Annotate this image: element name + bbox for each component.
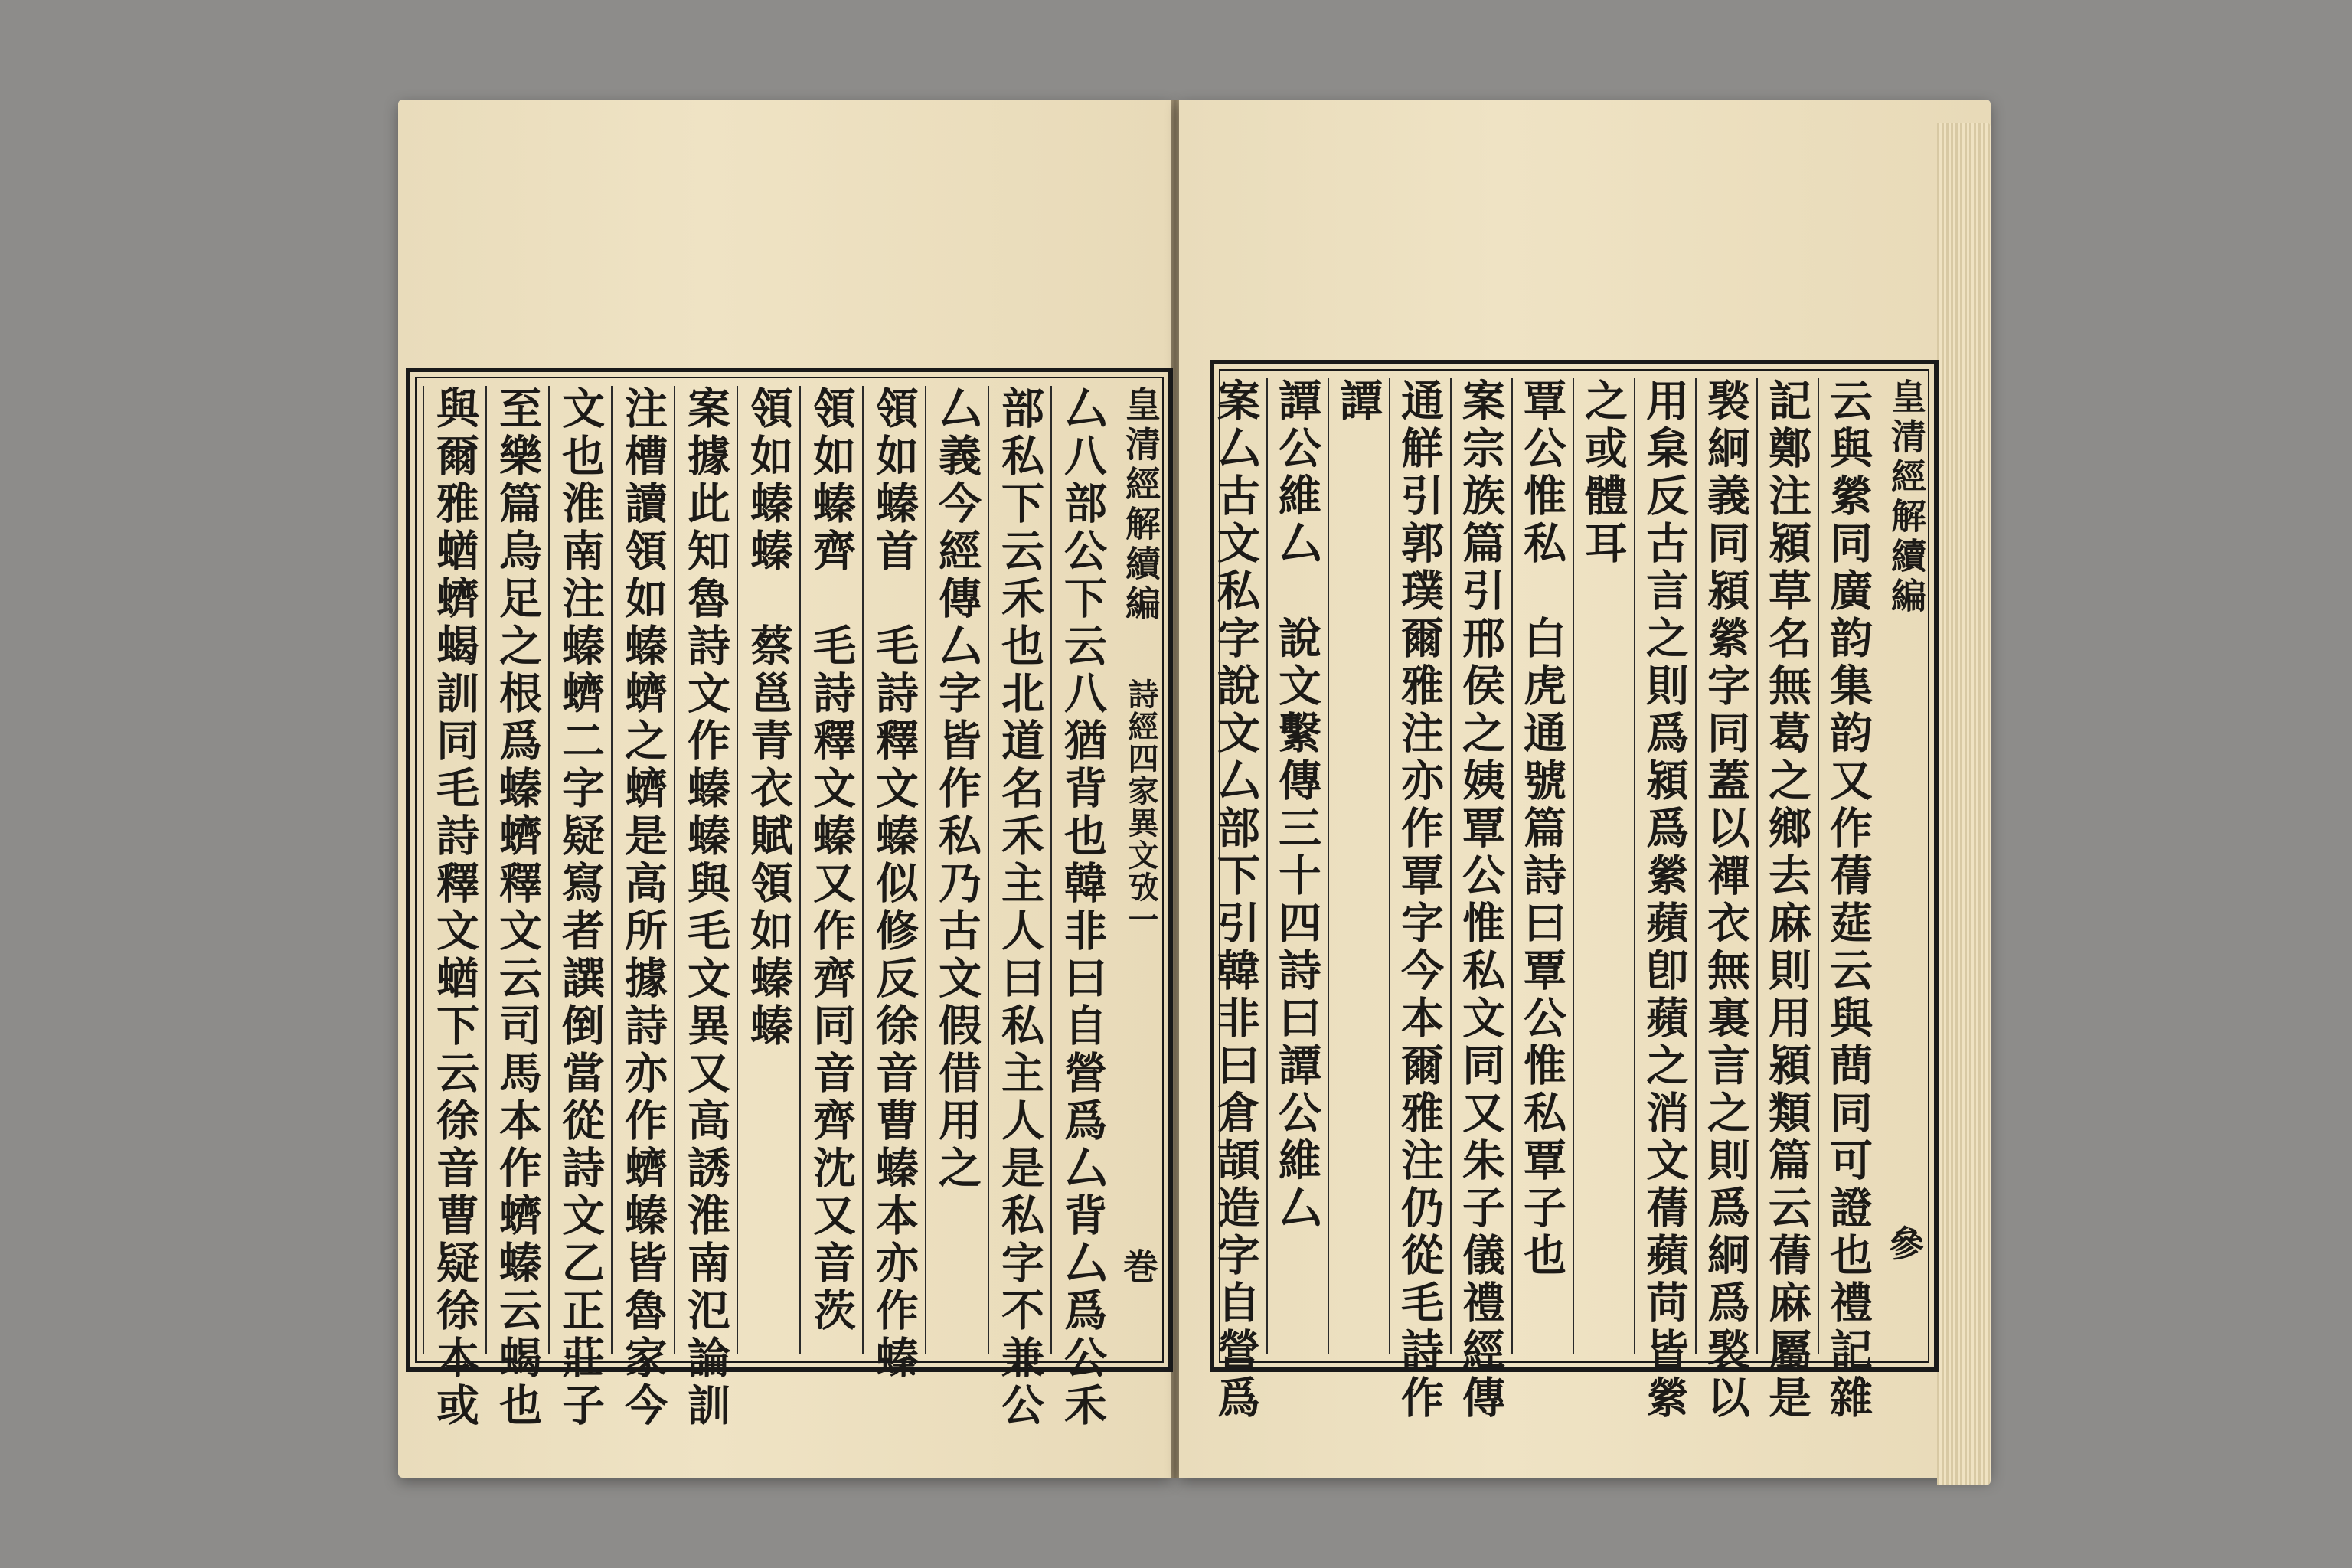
right-col-4: 用枲反古言之則爲潁爲縈蘋卽蘋之消文蒨蘋苘皆縈 [1634,378,1695,1354]
left-col-6: 領如螓螓 蔡邕青衣賦領如螓螓 [737,386,799,1354]
left-col-4: 領如螓首 毛詩釋文螓似修反徐音曹螓本亦作螓 [862,386,925,1354]
right-page [1179,100,1991,1478]
right-col-7: 案宗族篇引邢侯之姨覃公惟私文同又朱子儀禮經傳 [1450,378,1511,1354]
right-margin-title: 皇清經解續編 [1886,378,1927,617]
left-col-2: 部私下云禾也北道名禾主人曰私主人是私字不兼公 [988,386,1050,1354]
right-col-2: 記鄭注潁草名無葛之鄉去麻則用潁類篇云蒨麻屬是 [1756,378,1818,1354]
right-col-1: 云與縈同廣韵集韵又作蒨莚云與蔄同可證也禮記雜 [1818,378,1879,1354]
right-page-mark: 參 [1883,1225,1925,1260]
left-page-mark: 巻 [1118,1248,1159,1283]
left-col-10: 至樂篇烏足之根爲螓蠐釋文云司馬本作蠐螓云蝎也 [485,386,548,1354]
left-col-5: 領如螓齊 毛詩釋文螓又作齊同音齊沈又音茨 [799,386,862,1354]
left-col-7: 案據此知魯詩文作螓螓與毛文異又高誘淮南氾論訓 [674,386,737,1354]
open-book [383,84,2044,1485]
left-page [398,100,1171,1478]
right-col-8: 通觧引郭璞爾雅注亦作覃字今本爾雅注仍從毛詩作 [1389,378,1450,1354]
left-col-11: 與爾雅蝤蠐蝎訓同毛詩釋文蝤下云徐音曹疑徐本或 [423,386,485,1354]
left-col-9: 文也淮南注螓蠐二字疑寫者譔倒當從詩文乙正莊子 [548,386,611,1354]
left-margin-title: 皇清經解續編 [1120,386,1161,625]
right-col-9: 譚 [1328,378,1389,1354]
right-col-5: 之或體耳 [1573,378,1634,1354]
right-text-frame [1210,360,1939,1423]
left-col-1: 厶八部公下云八猶背也韓非曰自營爲厶背厶爲公禾 [1050,386,1113,1354]
right-col-11: 案厶古文私字說文厶部下引韓非曰倉頡造字自營爲 [1219,378,1266,1354]
right-col-6: 覃公惟私 白虎通號篇詩曰覃公惟私覃子也 [1511,378,1573,1354]
left-col-8: 注槽讀領如螓蠐之蠐是高所據詩亦作蠐螓皆魯家今 [611,386,674,1354]
right-col-3: 褧絅義同潁縈字同蓋以襌衣無裏言之則爲絅爲褧以 [1695,378,1756,1354]
left-text-frame [406,368,1173,1430]
left-col-3: 厶義今經傳厶字皆作私乃古文假借用之 [925,386,988,1354]
right-col-10: 譚公維厶 說文繫傳三十四詩曰譚公維厶 [1266,378,1328,1354]
page-edges [1937,122,1991,1485]
left-margin-subtitle: 詩經四家異文攷一 [1123,678,1159,936]
